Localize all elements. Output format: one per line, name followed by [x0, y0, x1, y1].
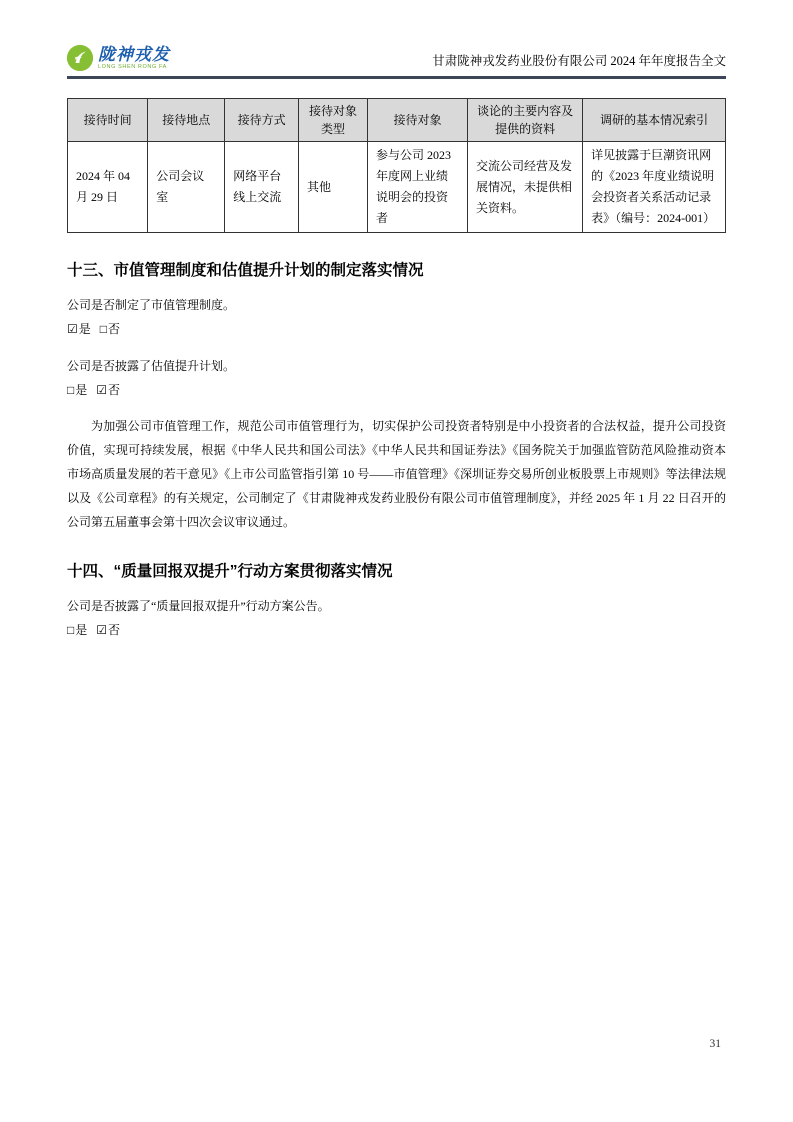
market-value-management-paragraph: 为加强公司市值管理工作，规范公司市值管理行为，切实保护公司投资者特别是中小投资者的合法权益，提升公司投资价值，实现可持续发展，根据《中华人民共和国公司法》《中华人民共和国证券法》《国务院关于加强监管防范风险推动资本市场高质量发展的若干意见》《上市公司监管指引第 10 号——市值管理》《深圳证券交易所创业板股票上市规则》等法律法规以及《公司章程》的有关规定，公司制定了《甘肃陇神戎发药业股份有限公司市值管理制度》，并经 2025 年 1 月 22 日召开的公司第五届董事会第十四次会议审议通过。	[67, 419, 726, 529]
cell-reception-method: 网络平台线上交流	[225, 142, 299, 233]
checkbox-yes-unchecked: □是	[67, 383, 89, 397]
col-header-reception-place: 接待地点	[148, 99, 225, 142]
cell-reception-time: 2024 年 04 月 29 日	[68, 142, 148, 233]
header-divider	[67, 76, 726, 79]
col-header-reception-time: 接待时间	[68, 99, 148, 142]
question-quality-return-plan: 公司是否披露了“质量回报双提升”行动方案公告。	[67, 599, 330, 613]
question-market-value-system: 公司是否制定了市值管理制度。	[67, 298, 236, 312]
checkbox-no-checked-2: ☑否	[96, 623, 122, 637]
investor-reception-table	[67, 98, 726, 233]
brand-text	[98, 46, 170, 71]
answer-valuation-plan	[67, 378, 726, 402]
col-header-content-materials: 谈论的主要内容及提供的资料	[468, 99, 583, 142]
table-header-row	[68, 99, 726, 142]
brand-name-en: LONG SHEN RONG FA	[98, 63, 167, 70]
col-header-object: 接待对象	[368, 99, 468, 142]
cell-object: 参与公司 2023 年度网上业绩说明会的投资者	[368, 142, 468, 233]
checkbox-no-unchecked: □否	[99, 322, 122, 336]
cell-object-type: 其他	[298, 142, 367, 233]
page-header	[67, 45, 726, 76]
checkbox-yes-unchecked-2: □是	[67, 623, 89, 637]
answer-market-value-system	[67, 317, 726, 341]
cell-survey-index: 详见披露于巨潮资讯网的《2023 年度业绩说明会投资者关系活动记录表》（编号：2024-001）	[583, 142, 726, 233]
brand-name-cn: 陇神戎发	[98, 44, 170, 64]
logo-leaf-circle-icon	[67, 45, 93, 71]
col-header-reception-method: 接待方式	[225, 99, 299, 142]
col-header-survey-index: 调研的基本情况索引	[583, 99, 726, 142]
section-13-heading: 十三、市值管理制度和估值提升计划的制定落实情况	[67, 262, 424, 279]
question-valuation-plan: 公司是否披露了估值提升计划。	[67, 359, 236, 373]
cell-content-materials: 交流公司经营及发展情况，未提供相关资料。	[468, 142, 583, 233]
checkbox-yes-checked: ☑是	[67, 322, 92, 336]
section-14-heading: 十四、“质量回报双提升”行动方案贯彻落实情况	[67, 563, 393, 580]
col-header-object-type: 接待对象类型	[298, 99, 367, 142]
document-title: 甘肃陇神戎发药业股份有限公司 2024 年年度报告全文	[432, 54, 726, 68]
page-number: 31	[709, 1038, 721, 1050]
checkbox-no-checked: ☑否	[96, 383, 122, 397]
table-row	[68, 142, 726, 233]
cell-reception-place: 公司会议室	[148, 142, 225, 233]
company-logo	[67, 45, 170, 71]
answer-quality-return-plan	[67, 618, 726, 642]
